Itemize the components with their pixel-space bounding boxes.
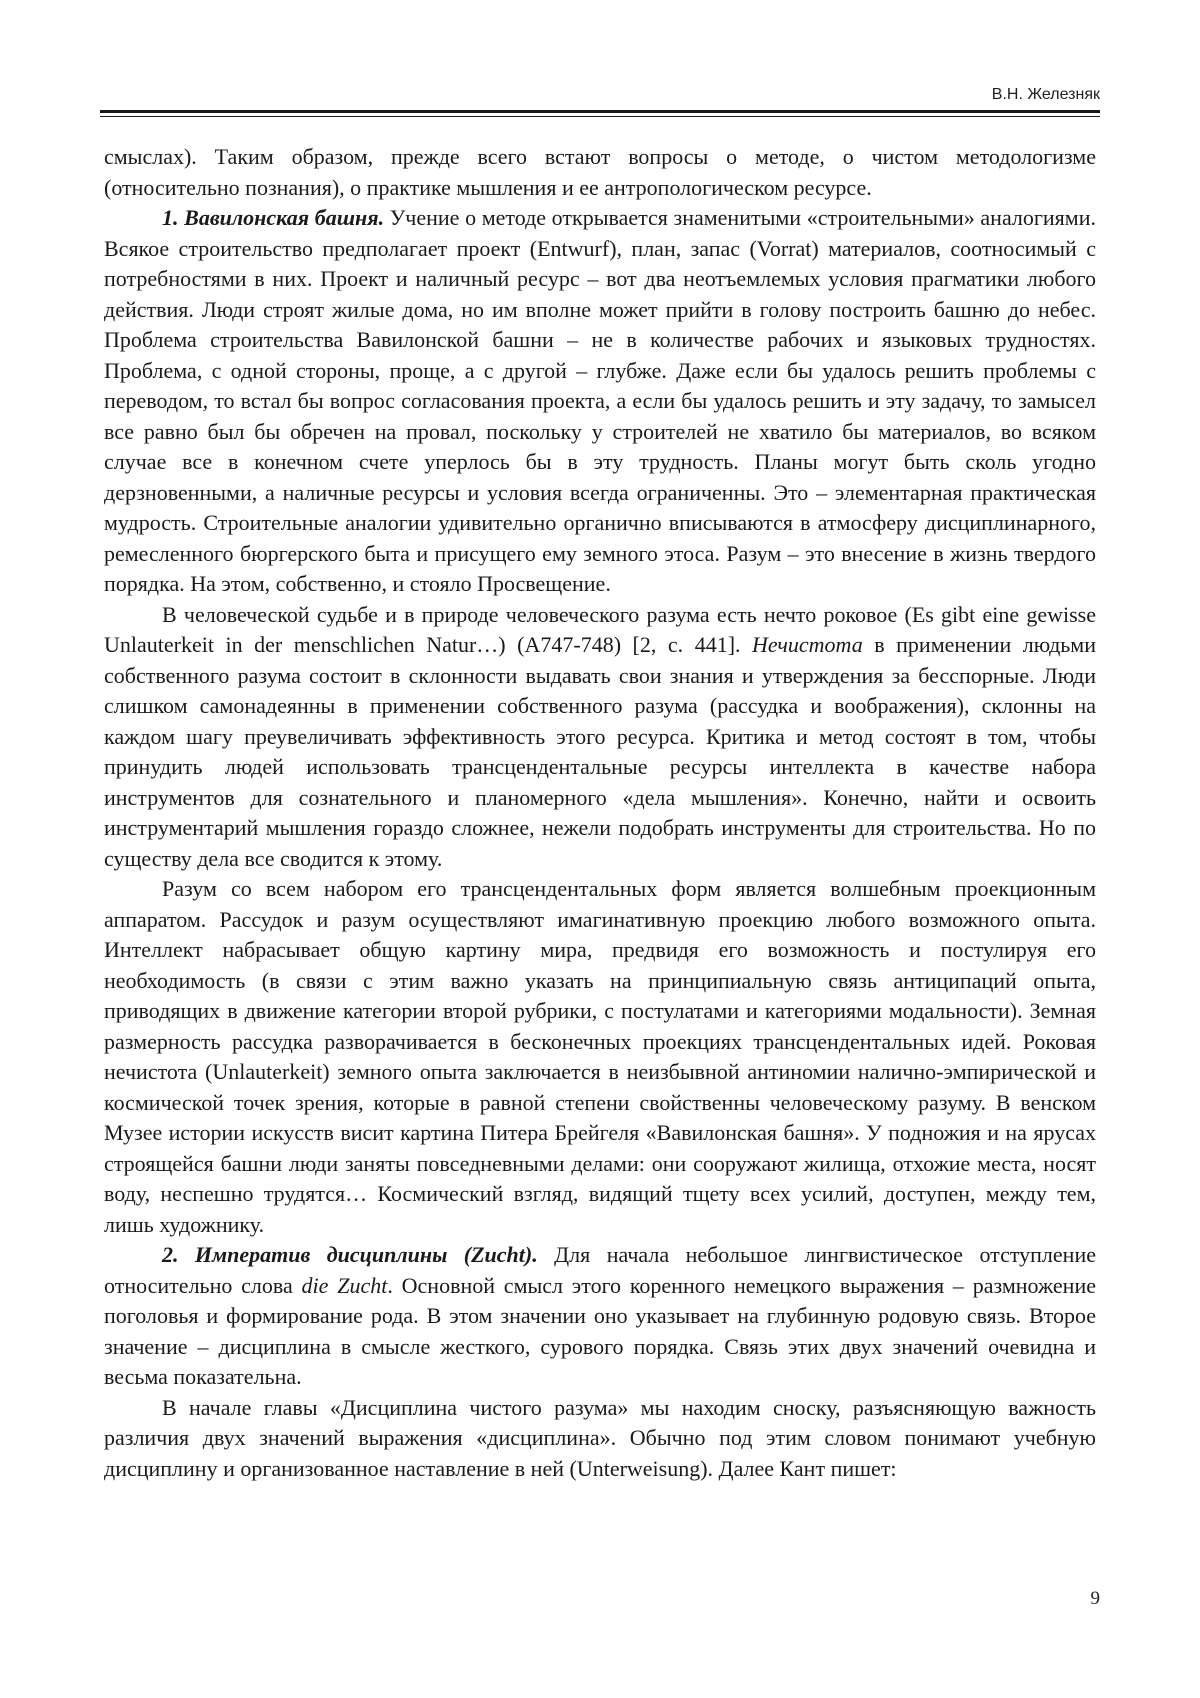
body-text (104, 142, 1096, 1484)
paragraph-chapter-start (104, 1393, 1096, 1485)
emphasis-term: Нечистота (752, 632, 863, 657)
emphasis-term: die Zucht (301, 1272, 388, 1298)
paragraph-text-before: Для начала небольшое лингвистическое отступление относительно слова (104, 1242, 1096, 1298)
paragraph-text: смыслах). Таким образом, прежде всего встают вопросы о методе, о чистом методологизме (относительно познания), о практике мышления и ее антропологическом ресурсе. (104, 144, 1096, 200)
section-heading-discipline: 2. Императив дисциплины (Zucht). (162, 1242, 538, 1267)
running-head-author: В.Н. Железняк (991, 86, 1100, 103)
paragraph-text: В начале главы «Дисциплина чистого разума» мы находим сноску, разъясняющую важность различия двух значений выражения «дисциплина». Обычно под этим словом понимают учебную дисциплину и организованное наставление в ней (Unterweisung). Далее Кант пишет: (104, 1394, 1096, 1481)
paragraph-continuation (104, 142, 1096, 203)
paragraph-text: Разум со всем набором его трансцендентальных форм является волшебным проекционным аппаратом. Рассудок и разум осуществляют имагинативную проекцию любого возможного опыта. Интеллект набрасывает общую картину мира, предвидя его возможность и постулируя его необходимость (в связи с этим важно указать на принципиальную связь антиципаций опыта, приводящих в движение категории второй рубрики, с постулатами и категориями модальности). Земная размерность рассудка разворачивается в бесконечных проекциях трансцендентальных идей. Роковая нечистота (Unlauterkeit) земного опыта заключается в неизбывной антиномии налично-эмпирической и космической точек зрения, которые в равной степени свойственны человеческому разуму. В венском Музее истории искусств висит картина Питера Брейгеля «Вавилонская башня». У подножия и на ярусах строящейся башни люди заняты повседневными делами: они сооружают жилища, отхожие места, носят воду, неспешно трудятся… Космический взгляд, видящий тщету всех усилий, доступен, между тем, лишь художнику. (104, 876, 1096, 1237)
section-heading-babel-tower: 1. Вавилонская башня. (162, 205, 385, 230)
header-rule-thin (100, 116, 1100, 117)
paragraph-discipline (104, 1240, 1096, 1393)
paragraph-text-after: . Основной смысл этого коренного немецкого выражения – размножение поголовья и формирование рода. В этом значении оно указывает на глубинную родовую связь. Второе значение – дисциплина в смысле жесткого, сурового порядка. Связь этих двух значений очевидна и весьма показательна. (104, 1272, 1096, 1389)
paragraph-impurity (104, 600, 1096, 875)
page-number: 9 (1090, 1588, 1100, 1609)
paragraph-text-before: В человеческой судьбе и в природе человеческого разума есть нечто роковое (Es gibt eine gewisse Unlauterkeit in der menschlichen Natur…) (A747-748) [2, с. 441]. (104, 601, 1096, 657)
paragraph-text: Учение о методе открывается знаменитыми «строительными» аналогиями. Всякое строительство предполагает проект (Entwurf), план, запас (Vorrat) материалов, соотносимый с потребностями в них. Проект и наличный ресурс – вот два неотъемлемых условия прагматики любого действия. Люди строят жилые дома, но им вполне может прийти в голову построить башню до небес. Проблема строительства Вавилонской башни – не в количестве рабочих и языковых трудностях. Проблема, с одной стороны, проще, а с другой – глубже. Даже если бы удалось решить проблемы с переводом, то встал бы вопрос согласования проекта, а если бы удалось решить и эту задачу, то замысел все равно был бы обречен на провал, поскольку у строителей не хватило бы материалов, во всяком случае все в конечном счете уперлось бы в эту трудность. Планы могут быть сколь угодно дерзновенными, а наличные ресурсы и условия всегда ограниченны. Это – элементарная практическая мудрость. Строительные аналогии удивительно органично вписываются в атмосферу дисциплинарного, ремесленного бюргерского быта и присущего ему земного этоса. Разум – это внесение в жизнь твердого порядка. На этом, собственно, и стояло Просвещение. (104, 205, 1096, 596)
header-rule-thick (100, 110, 1100, 113)
paragraph-projection (104, 874, 1096, 1240)
paragraph-text-after: в применении людьми собственного разума состоит в склонности выдавать свои знания и утверждения за бесспорные. Люди слишком самонадеянны в применении собственного разума (рассудка и воображения), склонны на каждом шагу преувеличивать эффективность этого ресурса. Критика и метод состоят в том, чтобы принудить людей использовать трансцендентальные ресурсы интеллекта в качестве набора инструментов для сознательного и планомерного «дела мышления». Конечно, найти и освоить инструментарий мышления гораздо сложнее, нежели подобрать инструменты для строительства. Но по существу дела все сводится к этому. (104, 632, 1096, 871)
paragraph-babel-tower (104, 203, 1096, 600)
